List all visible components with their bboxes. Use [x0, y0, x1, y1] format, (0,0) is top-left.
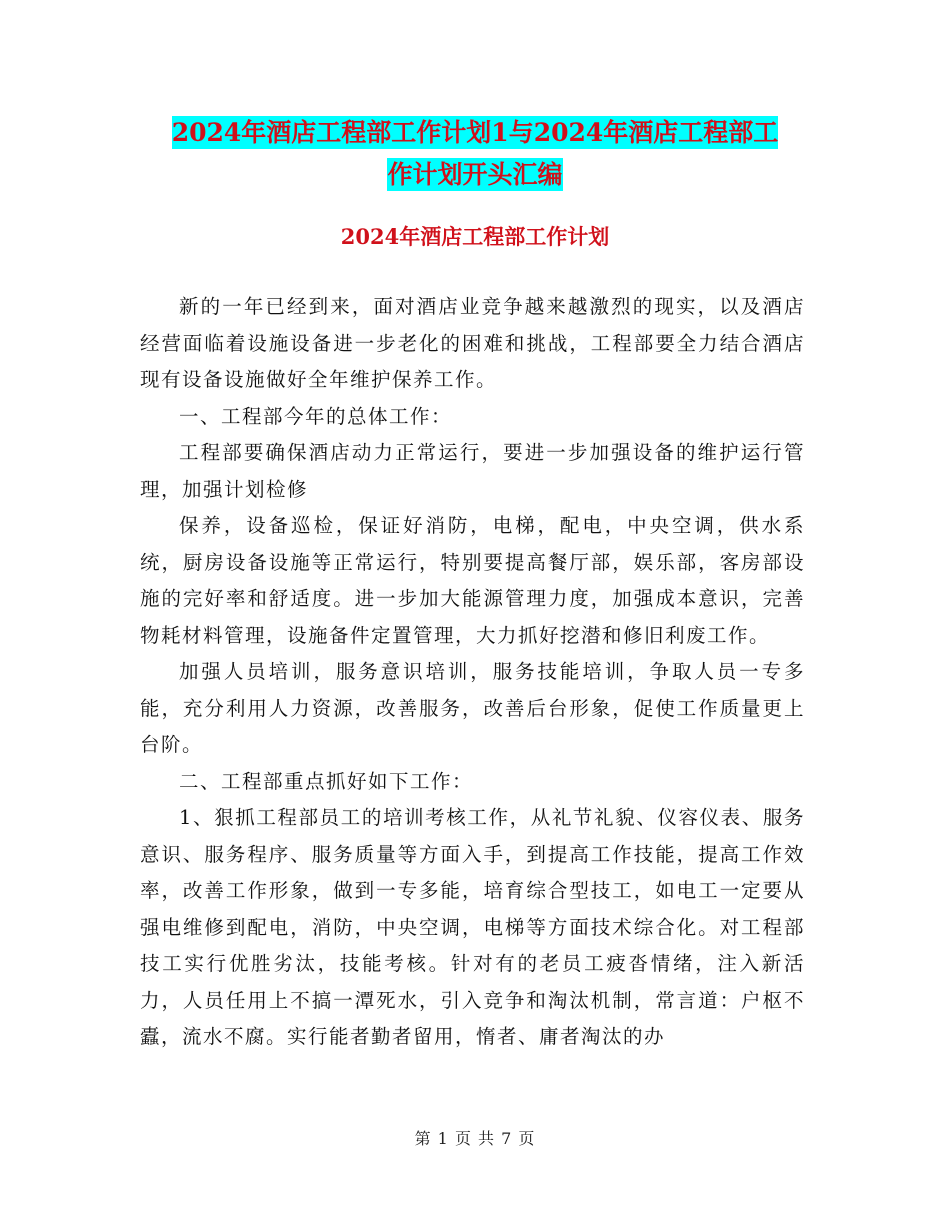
section-title: 2024年酒店工程部工作计划 [340, 224, 610, 249]
paragraph-intro: 新的一年已经到来，面对酒店业竞争越来越激烈的现实，以及酒店经营面临着设施设备进一步老化的困难和挑战，工程部要全力结合酒店现有设备设施做好全年维护保养工作。 [140, 295, 805, 391]
paragraph-overall-work: 工程部要确保酒店动力正常运行，要进一步加强设备的维护运行管理，加强计划检修 [140, 441, 805, 501]
paragraph-maintenance: 保养，设备巡检，保证好消防，电梯，配电，中央空调，供水系统，厨房设备设施等正常运行，特别要提高餐厅部，娱乐部，客房部设施的完好率和舒适度。进一步加大能源管理力度，加强成本意识，完善物耗材料管理，设施备件定置管理，大力抓好挖潜和修旧利废工作。 [140, 514, 805, 647]
document-body [140, 289, 805, 1056]
document-title-line-2 [140, 150, 810, 200]
paragraph-heading-2: 二、工程部重点抓好如下工作： [179, 769, 474, 793]
page-footer: 第 1 页 共 7 页 [414, 1129, 536, 1148]
paragraph-item-1: 1、狠抓工程部员工的培训考核工作，从礼节礼貌、仪容仪表、服务意识、服务程序、服务质量等方面入手，到提高工作技能，提高工作效率，改善工作形象，做到一专多能，培育综合型技工，如电工一定要从强电维修到配电，消防，中央空调，电梯等方面技术综合化。对工程部技工实行优胜劣汰，技能考核。针对有的老员工疲沓情绪，注入新活力，人员任用上不搞一潭死水，引入竞争和淘汰机制，常言道：户枢不蠹，流水不腐。实行能者勤者留用，惰者、庸者淘汰的办 [140, 806, 805, 1048]
document-title-highlight-2: 作计划开头汇编 [387, 160, 563, 189]
paragraph-heading-1: 一、工程部今年的总体工作： [179, 404, 453, 428]
document-title-highlight-1: 2024年酒店工程部工作计划1与2024年酒店工程部工 [171, 118, 779, 147]
paragraph-training: 加强人员培训，服务意识培训，服务技能培训，争取人员一专多能，充分利用人力资源，改善服务，改善后台形象，促使工作质量更上台阶。 [140, 660, 805, 756]
